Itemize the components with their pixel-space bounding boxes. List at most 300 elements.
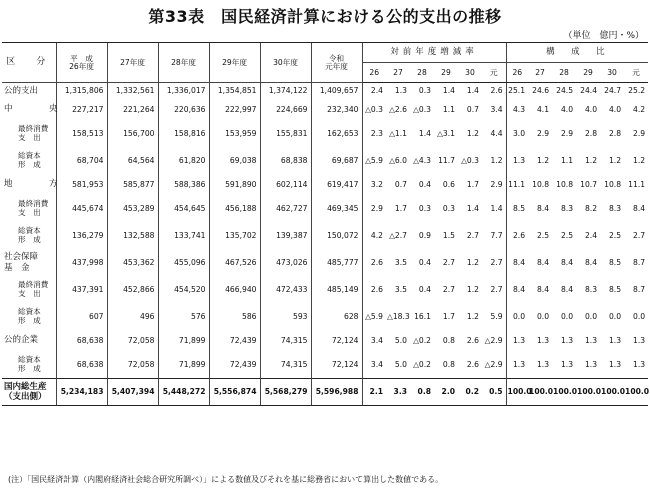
amount-cell: 437,391 — [56, 276, 107, 303]
row-label-line: 総資本 — [18, 306, 41, 316]
row-label — [2, 351, 56, 379]
amount-cell: 1,315,806 — [56, 83, 107, 100]
header-sub-year-growth: 30 — [458, 63, 482, 83]
header-growth-group: 対前年度増減率 — [362, 43, 506, 63]
share-cell: 2.8 — [584, 128, 598, 138]
header-year: 令和 元年度 — [311, 43, 362, 83]
row-label-line: 公的支出 — [4, 85, 39, 96]
share-cell: 2.6 — [506, 222, 528, 249]
row-label-line: 形 成 — [18, 159, 41, 169]
table-row — [2, 99, 648, 120]
header-year: 27年度 — [107, 43, 158, 83]
share-cell: 100.0 — [552, 379, 576, 406]
growth-rate-cell: 0.3 — [418, 203, 431, 213]
growth-rate-cell: 1.4 — [418, 128, 431, 138]
row-label — [2, 147, 56, 174]
amount-cell: 5,596,988 — [311, 379, 362, 406]
amount-cell: 473,026 — [260, 249, 311, 276]
share-cell: 10.8 — [604, 179, 622, 189]
row-label-line: 支 出 — [18, 132, 41, 142]
amount-cell: 232,340 — [311, 99, 362, 120]
share-cell: 1.3 — [506, 330, 528, 351]
growth-rate-cell: 2.6 — [466, 335, 479, 345]
amount-cell: 72,058 — [107, 330, 158, 351]
table-row — [2, 303, 648, 330]
row-label — [2, 249, 56, 276]
row-label — [2, 174, 72, 195]
share-cell: 100.0 — [576, 379, 600, 406]
growth-rate-cell: 1.4 — [466, 203, 479, 213]
share-cell: 4.3 — [506, 99, 528, 120]
amount-cell: 593 — [260, 303, 311, 330]
row-label-line: 社会保障 — [4, 252, 39, 263]
header-sub-year-share: 27 — [528, 63, 552, 83]
growth-rate-cell: 1.7 — [466, 179, 479, 189]
share-cell: 8.4 — [633, 203, 646, 213]
amount-cell: 1,374,122 — [260, 83, 311, 100]
growth-rate-cell: 0.5 — [482, 379, 506, 406]
amount-cell: 588,386 — [158, 174, 209, 195]
share-cell: 1.2 — [608, 155, 622, 165]
growth-rate-cell: 1.2 — [490, 155, 503, 165]
amount-cell: 162,653 — [311, 120, 362, 147]
amount-cell: 591,890 — [209, 174, 260, 195]
share-cell: 100.0 — [506, 379, 528, 406]
share-cell: 1.3 — [560, 335, 574, 345]
share-cell: 8.4 — [506, 249, 528, 276]
share-cell: 8.4 — [506, 276, 528, 303]
growth-rate-cell: 2.7 — [490, 284, 503, 294]
share-cell: 0.0 — [584, 311, 598, 321]
growth-rate-cell: 1.4 — [466, 86, 479, 96]
share-cell: 2.5 — [560, 230, 574, 240]
amount-cell: 68,704 — [56, 147, 107, 174]
growth-rate-cell: 3.5 — [394, 284, 407, 294]
row-label — [2, 276, 56, 303]
growth-rate-cell: 2.6 — [362, 249, 386, 276]
growth-rate-cell: 2.0 — [434, 379, 458, 406]
growth-rate-cell: 1.2 — [466, 128, 479, 138]
header-sub-year-growth: 29 — [434, 63, 458, 83]
amount-cell: 462,727 — [260, 195, 311, 222]
growth-rate-cell: 1.2 — [466, 284, 479, 294]
row-label-line: 総資本 — [18, 225, 41, 235]
row-label-line: 形 成 — [18, 234, 41, 244]
share-cell: 2.4 — [584, 230, 598, 240]
share-cell: 100.0 — [624, 379, 648, 406]
header-sub-year-share: 29 — [576, 63, 600, 83]
growth-rate-cell: 3.2 — [362, 174, 386, 195]
amount-cell: 472,433 — [260, 276, 311, 303]
share-cell: 8.7 — [633, 284, 646, 294]
share-cell: 8.5 — [506, 195, 528, 222]
table-row — [2, 174, 648, 195]
growth-rate-cell: 0.4 — [418, 284, 431, 294]
row-label-line: 最終消費 — [18, 279, 49, 289]
share-cell: 11.1 — [506, 174, 528, 195]
amount-cell: 1,332,561 — [107, 83, 158, 100]
row-label — [2, 330, 56, 351]
share-cell: 4.0 — [560, 104, 574, 114]
growth-rate-cell: 2.6 — [466, 359, 479, 369]
header-sub-year-share: 元 — [624, 63, 648, 83]
amount-cell: 72,439 — [209, 330, 260, 351]
growth-rate-cell: 1.2 — [466, 257, 479, 267]
share-cell: 1.3 — [536, 359, 550, 369]
share-cell: 8.4 — [560, 257, 574, 267]
growth-rate-cell: △6.0 — [389, 155, 407, 165]
share-cell: 100.0 — [528, 379, 552, 406]
amount-cell: 68,838 — [260, 147, 311, 174]
amount-cell: 221,264 — [107, 99, 158, 120]
header-sub-year-growth: 元 — [482, 63, 506, 83]
share-cell: 1.3 — [633, 359, 646, 369]
public-expenditure-table — [2, 42, 648, 406]
share-cell: 1.3 — [584, 359, 598, 369]
row-label-line: 公的企業 — [4, 335, 39, 346]
amount-cell: 456,188 — [209, 195, 260, 222]
amount-cell: 467,526 — [209, 249, 260, 276]
header-sub-year-growth: 28 — [410, 63, 434, 83]
share-cell: 2.9 — [633, 128, 646, 138]
amount-cell: 466,940 — [209, 276, 260, 303]
growth-rate-cell: 3.4 — [490, 104, 503, 114]
share-cell: 1.3 — [608, 359, 622, 369]
amount-cell: 220,636 — [158, 99, 209, 120]
share-cell: 3.0 — [506, 120, 528, 147]
growth-rate-cell: 2.9 — [362, 195, 386, 222]
growth-rate-cell: △2.9 — [484, 335, 503, 345]
amount-cell: 485,149 — [311, 276, 362, 303]
amount-cell: 5,448,272 — [158, 379, 209, 406]
table-row — [2, 351, 648, 379]
row-label — [2, 83, 56, 100]
row-label — [2, 303, 56, 330]
share-cell: 10.8 — [556, 179, 574, 189]
amount-cell: 71,899 — [158, 330, 209, 351]
share-cell: 1.3 — [560, 359, 574, 369]
amount-cell: 155,831 — [260, 120, 311, 147]
amount-cell: 227,217 — [56, 99, 107, 120]
row-label-line: 最終消費 — [18, 123, 49, 133]
amount-cell: 602,114 — [260, 174, 311, 195]
share-cell: 8.7 — [633, 257, 646, 267]
share-cell: 8.4 — [536, 257, 550, 267]
growth-rate-cell: 2.6 — [490, 86, 503, 96]
amount-cell: 5,407,394 — [107, 379, 158, 406]
growth-rate-cell: 2.3 — [362, 120, 386, 147]
amount-cell: 5,234,183 — [56, 379, 107, 406]
header-year: 29年度 — [209, 43, 260, 83]
share-cell: 1.2 — [536, 155, 550, 165]
share-cell: 8.4 — [560, 284, 574, 294]
growth-rate-cell: △0.3 — [413, 104, 431, 114]
header-year: 28年度 — [158, 43, 209, 83]
amount-cell: 452,866 — [107, 276, 158, 303]
table-row — [2, 249, 648, 276]
unit-label: （単位 億円・%） — [563, 31, 644, 41]
row-label — [2, 120, 56, 147]
growth-rate-cell: 0.8 — [442, 335, 455, 345]
amount-cell: 158,816 — [158, 120, 209, 147]
share-cell: 25.1 — [506, 83, 528, 100]
share-cell: 8.3 — [608, 203, 622, 213]
table-row — [2, 222, 648, 249]
amount-cell: 64,564 — [107, 147, 158, 174]
amount-cell: 158,513 — [56, 120, 107, 147]
share-cell: 0.0 — [560, 311, 574, 321]
row-label-line: 総資本 — [18, 354, 41, 364]
growth-rate-cell: △2.7 — [389, 230, 407, 240]
growth-rate-cell: △5.9 — [362, 303, 386, 330]
row-label — [2, 379, 56, 406]
amount-cell: 496 — [107, 303, 158, 330]
amount-cell: 453,362 — [107, 249, 158, 276]
table-row — [2, 379, 648, 406]
row-label-line: 形 成 — [18, 315, 41, 325]
amount-cell: 133,741 — [158, 222, 209, 249]
growth-rate-cell: 3.4 — [362, 330, 386, 351]
share-cell: 25.2 — [628, 86, 646, 96]
growth-rate-cell: 0.4 — [418, 179, 431, 189]
amount-cell: 150,072 — [311, 222, 362, 249]
growth-rate-cell: 0.6 — [442, 179, 455, 189]
growth-rate-cell: 4.2 — [362, 222, 386, 249]
amount-cell: 135,702 — [209, 222, 260, 249]
growth-rate-cell: △5.9 — [362, 147, 386, 174]
growth-rate-cell: 1.7 — [442, 311, 455, 321]
amount-cell: 68,638 — [56, 330, 107, 351]
growth-rate-cell: △3.1 — [437, 128, 455, 138]
share-cell: 1.2 — [633, 155, 646, 165]
amount-cell: 454,645 — [158, 195, 209, 222]
row-label-line: （支出側） — [4, 392, 47, 402]
share-cell: 8.4 — [536, 203, 550, 213]
growth-rate-cell: 1.1 — [442, 104, 455, 114]
row-label-line: 総資本 — [18, 150, 41, 160]
share-cell: 1.1 — [560, 155, 574, 165]
share-cell: 8.2 — [584, 203, 598, 213]
growth-rate-cell: △2.6 — [389, 104, 407, 114]
share-cell: 4.1 — [536, 104, 550, 114]
growth-rate-cell: 1.2 — [466, 311, 479, 321]
share-cell: 24.7 — [604, 86, 622, 96]
row-label-line: 国内総生産 — [4, 381, 47, 392]
share-cell: 0.0 — [633, 311, 646, 321]
amount-cell: 72,124 — [311, 351, 362, 379]
amount-cell: 576 — [158, 303, 209, 330]
growth-rate-cell: 2.7 — [442, 257, 455, 267]
growth-rate-cell: △18.3 — [387, 311, 410, 321]
share-cell: 10.8 — [532, 179, 550, 189]
amount-cell: 581,953 — [56, 174, 107, 195]
table-row — [2, 120, 648, 147]
amount-cell: 74,315 — [260, 330, 311, 351]
growth-rate-cell: △0.2 — [413, 335, 431, 345]
table-row — [2, 147, 648, 174]
amount-cell: 469,345 — [311, 195, 362, 222]
growth-rate-cell: 0.8 — [442, 359, 455, 369]
amount-cell: 132,588 — [107, 222, 158, 249]
amount-cell: 628 — [311, 303, 362, 330]
growth-rate-cell: 5.0 — [394, 335, 407, 345]
growth-rate-cell: 0.7 — [466, 104, 479, 114]
amount-cell: 72,124 — [311, 330, 362, 351]
share-cell: 4.0 — [584, 104, 598, 114]
header-sub-year-share: 30 — [600, 63, 624, 83]
amount-cell: 455,096 — [158, 249, 209, 276]
amount-cell: 454,520 — [158, 276, 209, 303]
share-cell: 0.0 — [536, 311, 550, 321]
amount-cell: 156,700 — [107, 120, 158, 147]
amount-cell: 72,058 — [107, 351, 158, 379]
share-cell: 8.5 — [608, 284, 622, 294]
amount-cell: 437,998 — [56, 249, 107, 276]
growth-rate-cell: 16.1 — [414, 311, 431, 321]
amount-cell: 586 — [209, 303, 260, 330]
growth-rate-cell: 3.5 — [394, 257, 407, 267]
table-row — [2, 330, 648, 351]
growth-rate-cell: 0.8 — [410, 379, 434, 406]
growth-rate-cell: 2.6 — [362, 276, 386, 303]
share-cell: 11.1 — [628, 179, 646, 189]
growth-rate-cell: △1.1 — [389, 128, 407, 138]
share-cell: 1.3 — [506, 147, 528, 174]
share-cell: 0.0 — [608, 311, 622, 321]
share-cell: 1.3 — [506, 351, 528, 379]
share-cell: 8.5 — [608, 257, 622, 267]
share-cell: 2.7 — [633, 230, 646, 240]
share-cell: 24.5 — [556, 86, 574, 96]
share-cell: 10.7 — [580, 179, 598, 189]
amount-cell: 136,279 — [56, 222, 107, 249]
growth-rate-cell: △2.9 — [484, 359, 503, 369]
header-share-group: 構 成 比 — [506, 43, 648, 63]
amount-cell: 5,556,874 — [209, 379, 260, 406]
amount-cell: 222,997 — [209, 99, 260, 120]
row-label — [2, 195, 56, 222]
header-sub-year-share: 28 — [552, 63, 576, 83]
footnote: (注）「国民経済計算（内閣府経済社会総合研究所調べ）」による数値及びそれを基に総務省において算出した数値である。 — [8, 475, 444, 484]
row-label-line: 支 出 — [18, 288, 41, 298]
amount-cell: 72,439 — [209, 351, 260, 379]
share-cell: 1.3 — [608, 335, 622, 345]
row-label-line: 最終消費 — [18, 198, 49, 208]
amount-cell: 139,387 — [260, 222, 311, 249]
growth-rate-cell: 2.7 — [442, 284, 455, 294]
growth-rate-cell: 0.9 — [418, 230, 431, 240]
amount-cell: 74,315 — [260, 351, 311, 379]
header-year: 平 成 26年度 — [56, 43, 107, 83]
share-cell: 2.9 — [536, 128, 550, 138]
amount-cell: 61,820 — [158, 147, 209, 174]
growth-rate-cell: 1.7 — [394, 203, 407, 213]
amount-cell: 485,777 — [311, 249, 362, 276]
growth-rate-cell: 2.7 — [466, 230, 479, 240]
row-label-line: 支 出 — [18, 207, 41, 217]
amount-cell: 68,638 — [56, 351, 107, 379]
header-sub-year-growth: 27 — [386, 63, 410, 83]
table-row — [2, 83, 648, 100]
amount-cell: 69,687 — [311, 147, 362, 174]
share-cell: 2.5 — [536, 230, 550, 240]
growth-rate-cell: 1.4 — [490, 203, 503, 213]
growth-rate-cell: △0.3 — [362, 99, 386, 120]
growth-rate-cell: 2.4 — [362, 83, 386, 100]
row-label — [2, 99, 72, 120]
growth-rate-cell: 0.7 — [394, 179, 407, 189]
growth-rate-cell: 2.9 — [490, 179, 503, 189]
amount-cell: 1,354,851 — [209, 83, 260, 100]
amount-cell: 619,417 — [311, 174, 362, 195]
growth-rate-cell: 0.2 — [458, 379, 482, 406]
growth-rate-cell: 5.9 — [490, 311, 503, 321]
header-year: 30年度 — [260, 43, 311, 83]
share-cell: 2.5 — [608, 230, 622, 240]
share-cell: 1.3 — [584, 335, 598, 345]
row-label — [2, 222, 56, 249]
share-cell: 4.0 — [608, 104, 622, 114]
amount-cell: 1,409,657 — [311, 83, 362, 100]
share-cell: 8.3 — [584, 284, 598, 294]
row-label-line: 形 成 — [18, 363, 41, 373]
header-sub-year-growth: 26 — [362, 63, 386, 83]
amount-cell: 224,669 — [260, 99, 311, 120]
amount-cell: 445,674 — [56, 195, 107, 222]
growth-rate-cell: △0.3 — [461, 155, 479, 165]
share-cell: 8.4 — [584, 257, 598, 267]
amount-cell: 5,568,279 — [260, 379, 311, 406]
growth-rate-cell: 0.3 — [418, 86, 431, 96]
row-label-line: 中 央 — [4, 104, 72, 115]
share-cell: 2.8 — [608, 128, 622, 138]
share-cell: 8.3 — [560, 203, 574, 213]
share-cell: 4.2 — [633, 104, 646, 114]
share-cell: 24.4 — [580, 86, 598, 96]
row-label-line: 基 金 — [4, 262, 30, 273]
table-title: 第33表 国民経済計算における公的支出の推移 — [148, 7, 502, 26]
growth-rate-cell: 11.7 — [438, 155, 455, 165]
header-sub-year-share: 26 — [506, 63, 528, 83]
growth-rate-cell: 0.3 — [442, 203, 455, 213]
amount-cell: 71,899 — [158, 351, 209, 379]
share-cell: 24.6 — [532, 86, 550, 96]
amount-cell: 1,336,017 — [158, 83, 209, 100]
growth-rate-cell: 4.4 — [490, 128, 503, 138]
amount-cell: 607 — [56, 303, 107, 330]
growth-rate-cell: 1.4 — [442, 86, 455, 96]
growth-rate-cell: △4.3 — [413, 155, 431, 165]
share-cell: 8.4 — [536, 284, 550, 294]
share-cell: 1.3 — [633, 335, 646, 345]
amount-cell: 453,289 — [107, 195, 158, 222]
share-cell: 1.2 — [584, 155, 598, 165]
growth-rate-cell: 2.1 — [362, 379, 386, 406]
growth-rate-cell: 5.0 — [394, 359, 407, 369]
share-cell: 1.3 — [536, 335, 550, 345]
row-label-line: 地 方 — [4, 179, 72, 190]
share-cell: 0.0 — [506, 303, 528, 330]
growth-rate-cell: 3.4 — [362, 351, 386, 379]
growth-rate-cell: 0.4 — [418, 257, 431, 267]
growth-rate-cell: 7.7 — [490, 230, 503, 240]
amount-cell: 153,959 — [209, 120, 260, 147]
growth-rate-cell: △0.2 — [413, 359, 431, 369]
share-cell: 2.9 — [560, 128, 574, 138]
growth-rate-cell: 1.5 — [442, 230, 455, 240]
growth-rate-cell: 3.3 — [386, 379, 410, 406]
share-cell: 100.0 — [600, 379, 624, 406]
